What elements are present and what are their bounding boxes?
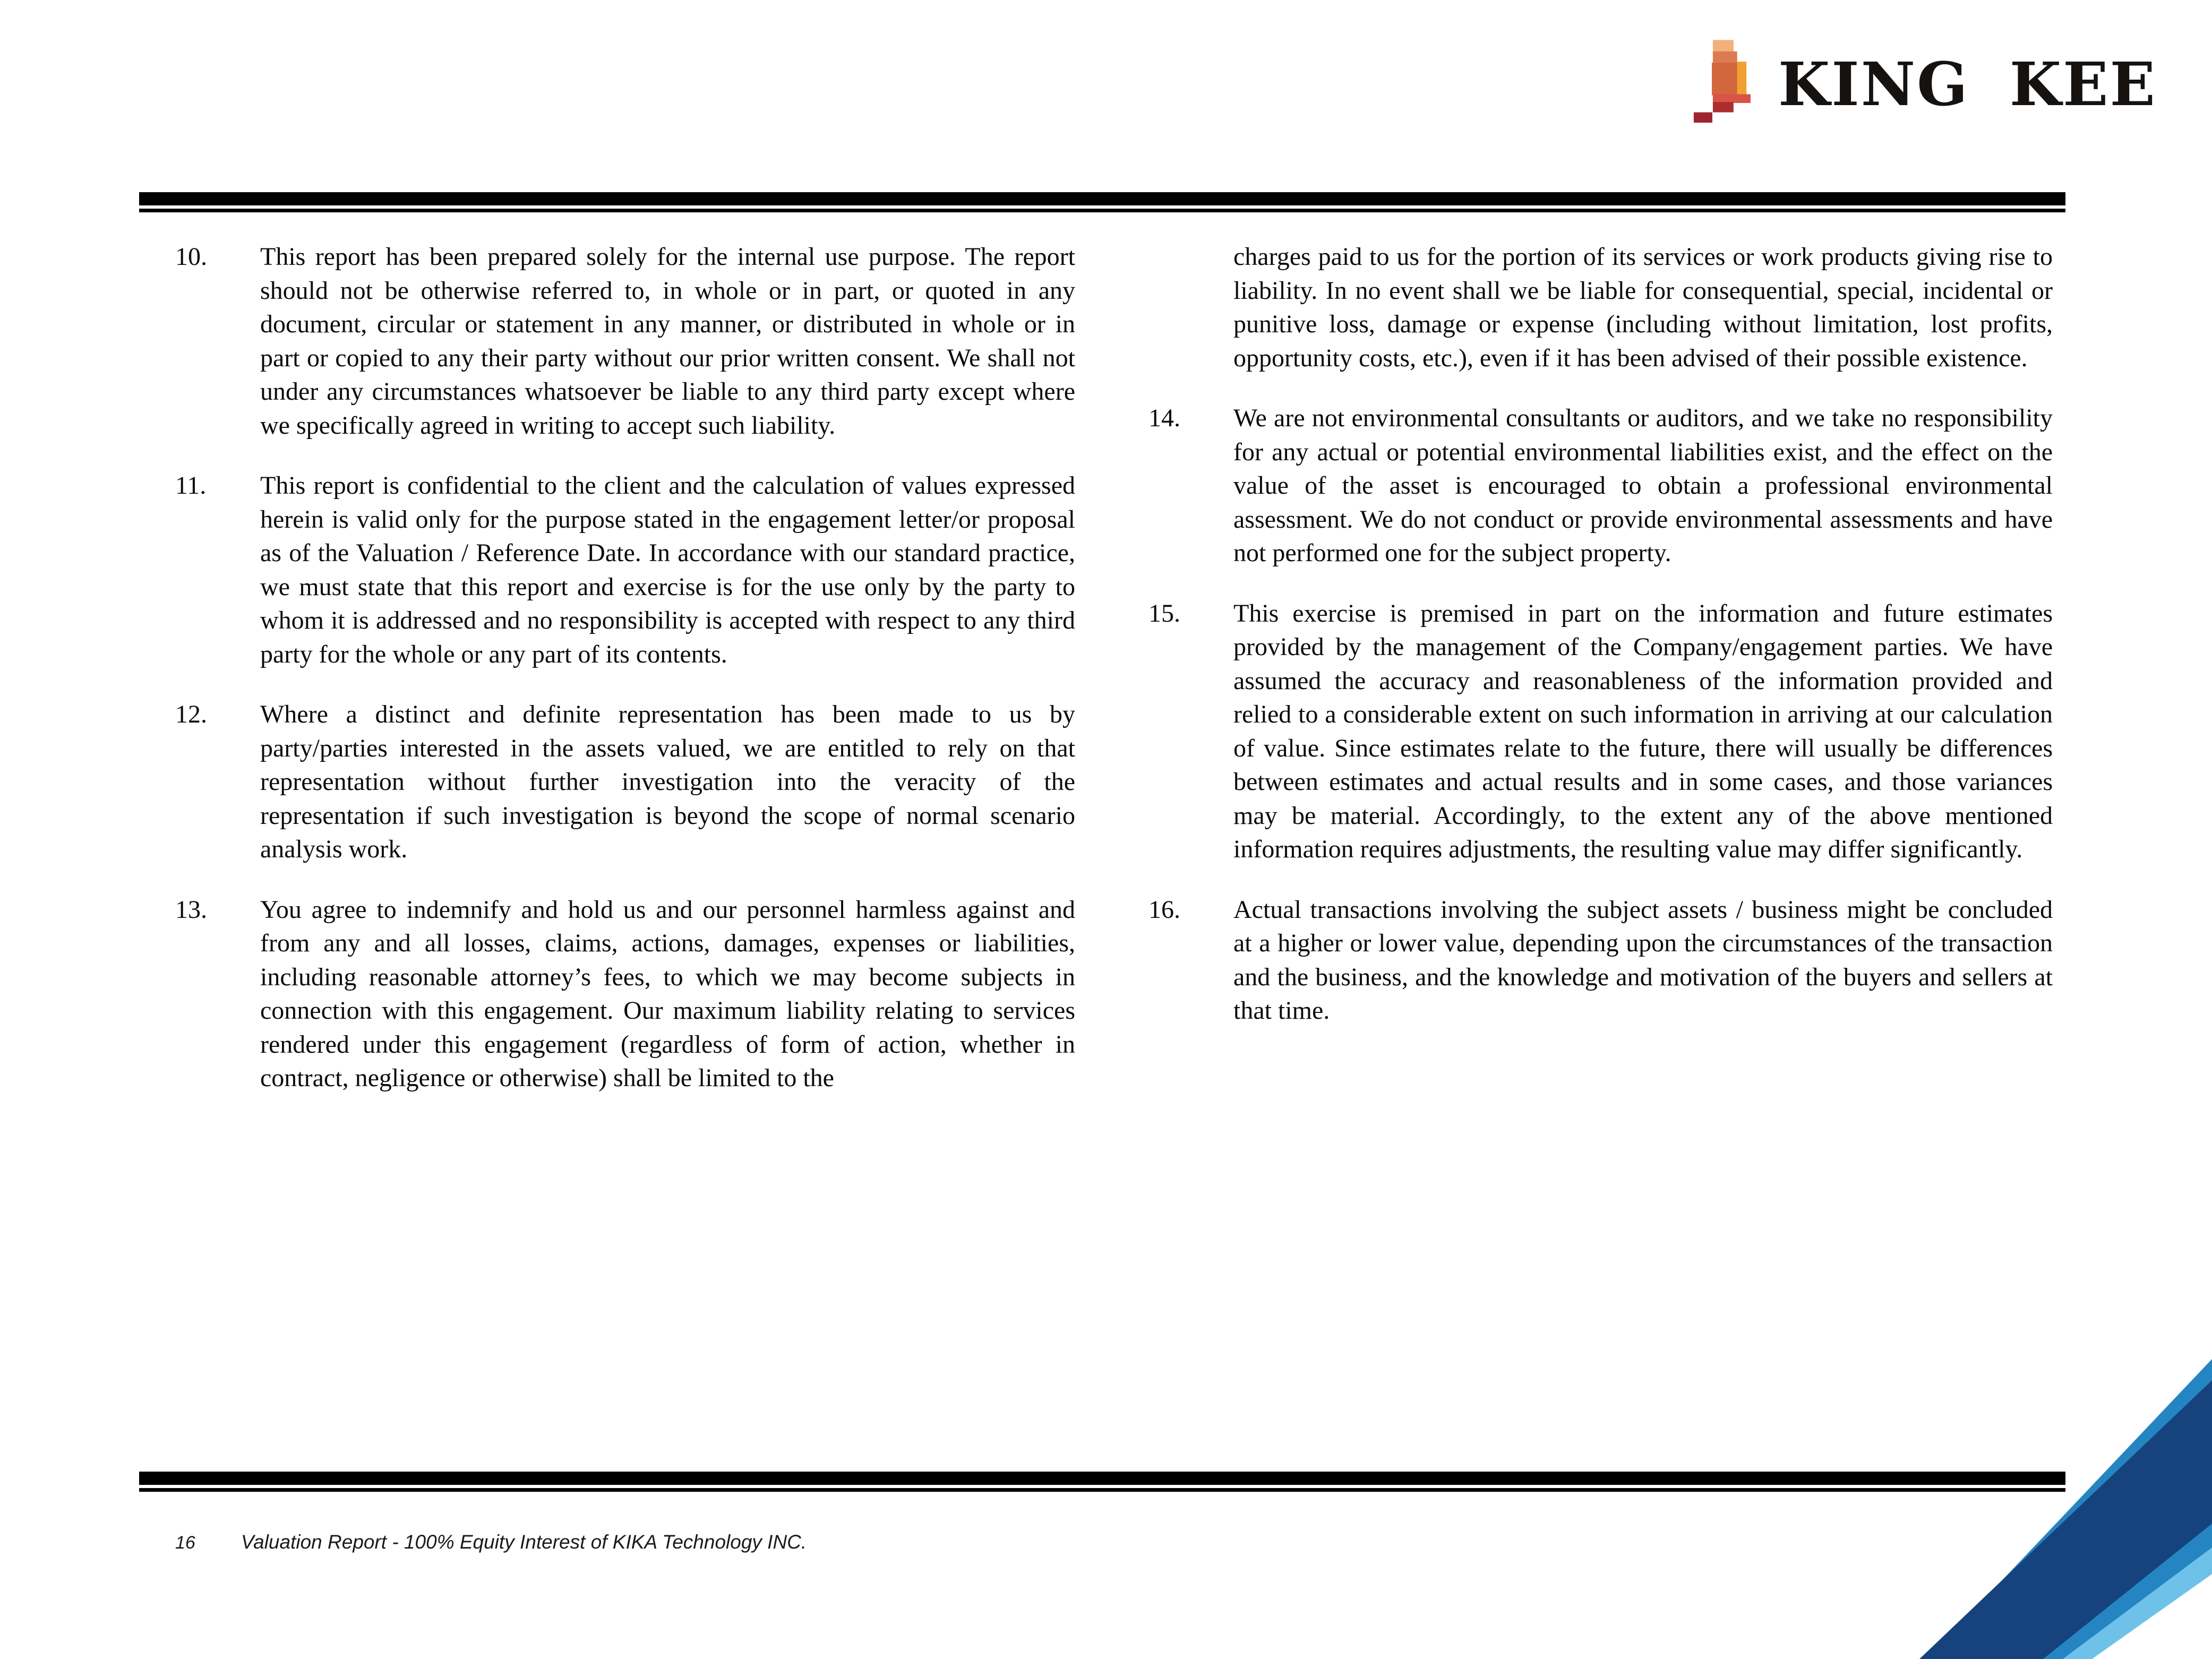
paragraph-text: This exercise is premised in part on the information and future estimates provided by the management of the Company/engagement parties. We have assumed the accuracy and reasonableness of the information provided and relied to a considerable extent on such information in arriving at our calculation of value. Since estimates relate to the future, there will usually be differences between estimates and actual results and in some cases, and those variances may be material. Accordingly, to the extent any of the above mentioned information requires adjustments, the resulting value may differ significantly. bbox=[1233, 599, 2053, 863]
paragraph-12 bbox=[175, 698, 1075, 866]
footer-rule-thick bbox=[139, 1472, 2065, 1485]
ribbon-dark-band bbox=[1919, 1380, 2212, 1659]
header-rule bbox=[139, 192, 2065, 212]
paragraph-15 bbox=[1148, 597, 2053, 866]
ribbon-medium-band bbox=[1927, 1359, 2212, 1659]
paragraph-text: This report has been prepared solely for the internal use purpose. The report should not be otherwise referred to, in whole or in part, or quoted in any document, circular or statement in any manner, or distributed in whole or in part or copied to any their party without our prior written consent. We shall not under any circumstances whatsoever be liable to any third party except where we specifically agreed in writing to accept such liability. bbox=[260, 243, 1075, 440]
paragraph-number: 14. bbox=[1148, 404, 1180, 432]
paragraph-text: You agree to indemnify and hold us and our personnel harmless against and from any and all losses, claims, actions, damages, expenses or liabilities, including reasonable attorney’s fees, to which we may become subjects in connection with this engagement. Our maximum liability relating to services rendered under this engagement (regardless of form of action, whether in contract, negligence or otherwise) shall be limited to the bbox=[260, 895, 1075, 1092]
paragraph-13 bbox=[175, 893, 1075, 1095]
footer-rule bbox=[139, 1472, 2065, 1492]
paragraph-14 bbox=[1148, 401, 2053, 570]
paragraph-number: 15. bbox=[1148, 599, 1180, 628]
paragraph-number bbox=[1148, 240, 1233, 375]
paragraph-text: charges paid to us for the portion of its services or work products giving rise to liability. In no event shall we be liable for consequential, special, incidental or punitive loss, damage or expense (including without limitation, lost profits, opportunity costs, etc.), even if it has been advised of their possible existence. bbox=[1233, 243, 2053, 372]
paragraph-number: 16. bbox=[1148, 895, 1180, 924]
paragraph-text: Where a distinct and definite representation has been made to us by party/parties interested in the assets valued, we are entitled to rely on that representation without further investigation into the veracity of the representation if such investigation is beyond the scope of normal scenario analysis work. bbox=[260, 700, 1075, 863]
header-rule-thick bbox=[139, 192, 2065, 205]
paragraph-number: 10. bbox=[175, 243, 207, 271]
paragraph-text: We are not environmental consultants or auditors, and we take no responsibility for any actual or potential environmental liabilities exist, and the effect on the value of the asset is encouraged to obtain a professional environmental assessment. We do not conduct or provide environmental assessments and have not performed one for the subject property. bbox=[1233, 404, 2053, 567]
logo bbox=[1691, 27, 2157, 123]
page-number: 16 bbox=[175, 1533, 195, 1553]
footer-title: Valuation Report - 100% Equity Interest of KIKA Technology INC. bbox=[241, 1531, 807, 1553]
right-column bbox=[1148, 240, 2053, 1054]
left-column bbox=[175, 240, 1075, 1122]
paragraph-11 bbox=[175, 469, 1075, 671]
paragraph-number: 11. bbox=[175, 471, 207, 500]
paragraph-number: 12. bbox=[175, 700, 207, 728]
ribbon-light-band bbox=[1943, 1391, 2212, 1659]
paragraph-13-continued bbox=[1148, 240, 2053, 375]
paragraph-16 bbox=[1148, 893, 2053, 1028]
paragraph-number: 13. bbox=[175, 895, 207, 924]
footer-rule-thin bbox=[139, 1488, 2065, 1492]
header-rule-thin bbox=[139, 209, 2065, 212]
footer bbox=[175, 1531, 807, 1553]
logo-mark-icon bbox=[1691, 27, 1751, 123]
paragraph-text: This report is confidential to the client and the calculation of values expressed herein is valid only for the purpose stated in the engagement letter/or proposal as of the Valuation / Reference Date. In accordance with our standard practice, we must state that this report and exercise is for the use only by the party to whom it is addressed and no responsibility is accepted with respect to any third party for the whole or any part of its contents. bbox=[260, 471, 1075, 668]
paragraph-text: Actual transactions involving the subject assets / business might be concluded at a higher or lower value, depending upon the circumstances of the transaction and the business, and the knowledge and motivation of the buyers and sellers at that time. bbox=[1233, 895, 2053, 1025]
logo-text: KING KEE bbox=[1778, 50, 2157, 119]
paragraph-10 bbox=[175, 240, 1075, 442]
